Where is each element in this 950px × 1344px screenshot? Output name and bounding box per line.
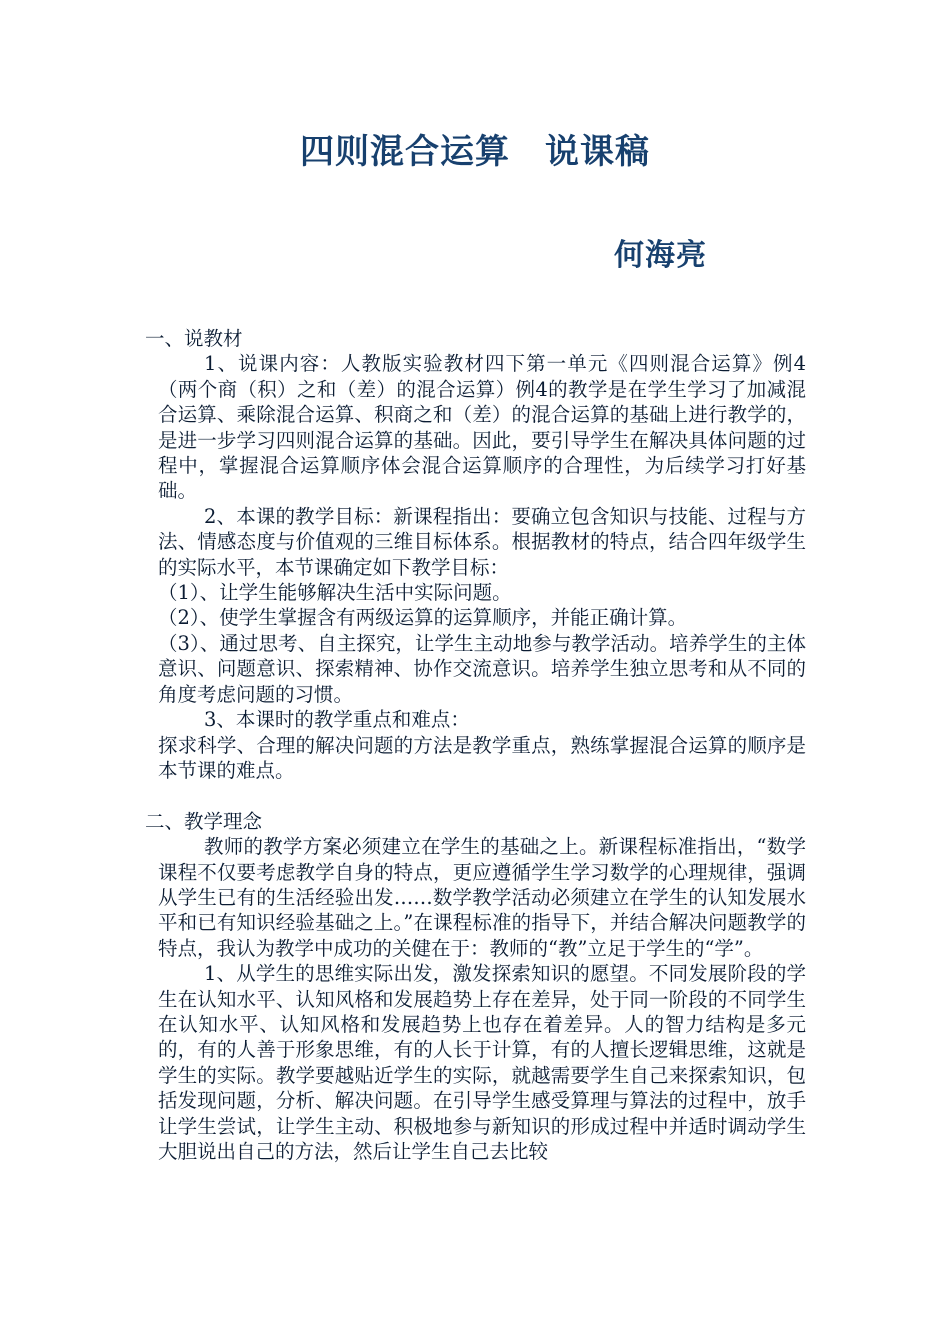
paragraph: （2）、使学生掌握含有两级运算的运算顺序，并能正确计算。 <box>158 606 688 630</box>
section-heading: 一、说教材 <box>145 327 243 350</box>
paragraph: 1、说课内容：人教版实验教材四下第一单元《四则混合运算》例4（两个商（积）之和（差）的混合运算）例4的教学是在学生学习了加减混合运算、乘除混合运算、积商之和（差）的混合运算的基础上进行教学的，是进一步学习四则混合运算的基础。因此，要引导学生在解决具体问题的过程中，掌握混合运算顺序体会混合运算顺序的合理性，为后续学习打好基础。 <box>158 352 806 503</box>
paragraph: （3）、通过思考、自主探究，让学生主动地参与教学活动。培养学生的主体意识、问题意识、探索精神、协作交流意识。培养学生独立思考和从不同的角度考虑问题的习惯。 <box>158 631 806 706</box>
document-author: 何海亮 <box>614 238 707 273</box>
document-title: 四则混合运算 说课稿 <box>300 132 650 172</box>
paragraph: 1、从学生的思维实际出发，激发探索知识的愿望。不同发展阶段的学生在认知水平、认知风格和发展趋势上存在差异，处于同一阶段的不同学生在认知水平、认知风格和发展趋势上也存在着差异。人的智力结构是多元的，有的人善于形象思维，有的人长于计算，有的人擅长逻辑思维，这就是学生的实际。教学要越贴近学生的实际，就越需要学生自己来探索知识，包括发现问题，分析、解决问题。在引导学生感受算理与算法的过程中，放手让学生尝试，让学生主动、积极地参与新知识的形成过程中并适时调动学生大胆说出自己的方法，然后让学生自己去比较 <box>158 962 806 1163</box>
section-heading: 二、教学理念 <box>145 809 263 833</box>
document-body <box>145 326 806 1164</box>
paragraph: （1）、让学生能够解决生活中实际问题。 <box>158 581 512 605</box>
paragraph: 2、本课的教学目标：新课程指出：要确立包含知识与技能、过程与方法、情感态度与价值观的三维目标体系。根据教材的特点，结合四年级学生的实际水平，本节课确定如下教学目标： <box>158 504 806 579</box>
paragraph: 探求科学、合理的解决问题的方法是教学重点，熟练掌握混合运算的顺序是本节课的难点。 <box>158 733 806 782</box>
paragraph: 教师的教学方案必须建立在学生的基础之上。新课程标准指出，“数学课程不仅要考虑教学自身的特点，更应遵循学生学习数学的心理规律，强调从学生已有的生活经验出发……数学教学活动必须建立在学生的认知发展水平和已有知识经验基础之上。”在课程标准的指导下，并结合解决问题教学的特点，我认为教学中成功的关健在于：教师的“教”立足于学生的“学”。 <box>158 835 806 960</box>
blank-line <box>158 783 806 808</box>
paragraph: 3、本课时的教学重点和难点： <box>204 708 470 732</box>
